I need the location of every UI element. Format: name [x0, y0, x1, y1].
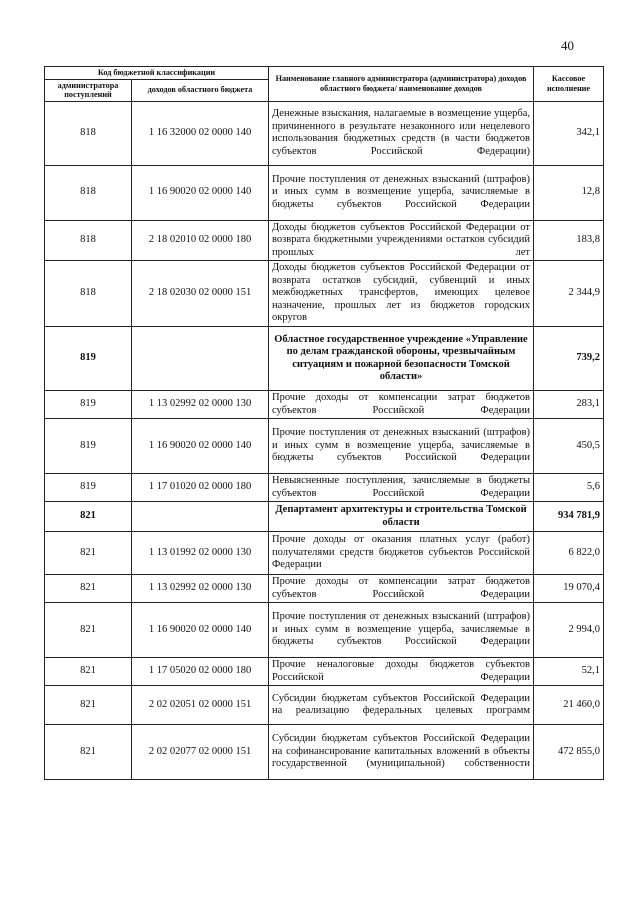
amount-cell: 2 344,9: [534, 261, 604, 327]
admin-cell: 818: [45, 220, 132, 261]
code-cell: 1 17 05020 02 0000 180: [132, 658, 269, 686]
table-row: [45, 474, 604, 502]
code-cell: 1 13 01992 02 0000 130: [132, 532, 269, 575]
admin-cell: 818: [45, 101, 132, 165]
name-cell: Прочие неналоговые доходы бюджетов субъектов Российской Федерации: [269, 658, 534, 686]
name-cell: Прочие доходы от компенсации затрат бюджетов субъектов Российской Федерации: [269, 575, 534, 603]
name-cell: Прочие поступления от денежных взысканий (штрафов) и иных сумм в возмещение ущерба, зачисляемые в бюджеты субъектов Российской Федерации: [269, 165, 534, 220]
admin-cell: 819: [45, 419, 132, 474]
table-body: [45, 101, 604, 780]
code-cell: 2 02 02051 02 0000 151: [132, 686, 269, 725]
table-row: [45, 261, 604, 327]
table-row: [45, 391, 604, 419]
amount-cell: 342,1: [534, 101, 604, 165]
code-cell: 2 18 02010 02 0000 180: [132, 220, 269, 261]
amount-cell: 19 070,4: [534, 575, 604, 603]
header-amount: Кассовое исполнение: [534, 67, 604, 102]
code-cell: 2 18 02030 02 0000 151: [132, 261, 269, 327]
code-cell: [132, 502, 269, 532]
table-row: [45, 101, 604, 165]
amount-cell: 12,8: [534, 165, 604, 220]
name-cell: Прочие доходы от компенсации затрат бюджетов субъектов Российской Федерации: [269, 391, 534, 419]
amount-cell: 21 460,0: [534, 686, 604, 725]
name-cell: Денежные взыскания, налагаемые в возмещение ущерба, причиненного в результате незаконного или нецелевого использования бюджетных средств (в части бюджетов субъектов Российской Федерации): [269, 101, 534, 165]
code-cell: 1 16 90020 02 0000 140: [132, 165, 269, 220]
table-row: [45, 686, 604, 725]
name-cell: Прочие поступления от денежных взысканий (штрафов) и иных сумм в возмещение ущерба, зачисляемые в бюджеты субъектов Российской Федерации: [269, 419, 534, 474]
admin-cell: 819: [45, 391, 132, 419]
table-row: [45, 220, 604, 261]
code-cell: 1 16 90020 02 0000 140: [132, 419, 269, 474]
table-row: [45, 419, 604, 474]
code-cell: 1 13 02992 02 0000 130: [132, 391, 269, 419]
admin-cell: 821: [45, 575, 132, 603]
admin-cell: 818: [45, 261, 132, 327]
name-cell: Прочие доходы от оказания платных услуг (работ) получателями средств бюджетов субъектов Российской Федерации: [269, 532, 534, 575]
amount-cell: 52,1: [534, 658, 604, 686]
name-cell: Прочие поступления от денежных взысканий (штрафов) и иных сумм в возмещение ущерба, зачисляемые в бюджеты субъектов Российской Федерации: [269, 603, 534, 658]
amount-cell: 183,8: [534, 220, 604, 261]
name-cell: Доходы бюджетов субъектов Российской Федерации от возврата бюджетными учреждениями остатков субсидий прошлых лет: [269, 220, 534, 261]
amount-cell: 450,5: [534, 419, 604, 474]
admin-cell: 818: [45, 165, 132, 220]
admin-cell: 819: [45, 474, 132, 502]
table-header: [45, 67, 604, 102]
amount-cell: 283,1: [534, 391, 604, 419]
amount-cell: 2 994,0: [534, 603, 604, 658]
code-cell: 1 17 01020 02 0000 180: [132, 474, 269, 502]
code-cell: 2 02 02077 02 0000 151: [132, 725, 269, 780]
code-cell: 1 16 90020 02 0000 140: [132, 603, 269, 658]
name-cell: Департамент архитектуры и строительства Томской области: [269, 502, 534, 532]
table-row: [45, 658, 604, 686]
header-budget-classification: Код бюджетной классификации: [45, 67, 269, 80]
header-name: Наименование главного администратора (администратора) доходов областного бюджета/ наименование доходов: [269, 67, 534, 102]
code-cell: 1 16 32000 02 0000 140: [132, 101, 269, 165]
admin-cell: 821: [45, 502, 132, 532]
budget-table: [44, 66, 604, 780]
code-cell: 1 13 02992 02 0000 130: [132, 575, 269, 603]
name-cell: Областное государственное учреждение «Управление по делам гражданской обороны, чрезвычайным ситуациям и пожарной безопасности Томской области»: [269, 327, 534, 391]
amount-cell: 934 781,9: [534, 502, 604, 532]
amount-cell: 5,6: [534, 474, 604, 502]
table-row: [45, 532, 604, 575]
admin-cell: 821: [45, 658, 132, 686]
name-cell: Субсидии бюджетам субъектов Российской Федерации на реализацию федеральных целевых программ: [269, 686, 534, 725]
name-cell: Субсидии бюджетам субъектов Российской Федерации на софинансирование капитальных вложений в объекты государственной (муниципальной) собственности: [269, 725, 534, 780]
name-cell: Доходы бюджетов субъектов Российской Федерации от возврата остатков субсидий, субвенций и иных межбюджетных трансфертов, имеющих целевое назначение, прошлых лет из бюджетов городских округов: [269, 261, 534, 327]
table-row: [45, 502, 604, 532]
table-row: [45, 165, 604, 220]
header-code: доходов областного бюджета: [132, 79, 269, 101]
admin-cell: 821: [45, 725, 132, 780]
header-admin: администратора поступлений: [45, 79, 132, 101]
name-cell: Невыясненные поступления, зачисляемые в бюджеты субъектов Российской Федерации: [269, 474, 534, 502]
admin-cell: 821: [45, 532, 132, 575]
table-row: [45, 725, 604, 780]
page-number: 40: [561, 38, 574, 53]
admin-cell: 819: [45, 327, 132, 391]
admin-cell: 821: [45, 603, 132, 658]
amount-cell: 6 822,0: [534, 532, 604, 575]
table-row: [45, 327, 604, 391]
table-row: [45, 603, 604, 658]
admin-cell: 821: [45, 686, 132, 725]
table-row: [45, 575, 604, 603]
amount-cell: 472 855,0: [534, 725, 604, 780]
code-cell: [132, 327, 269, 391]
amount-cell: 739,2: [534, 327, 604, 391]
